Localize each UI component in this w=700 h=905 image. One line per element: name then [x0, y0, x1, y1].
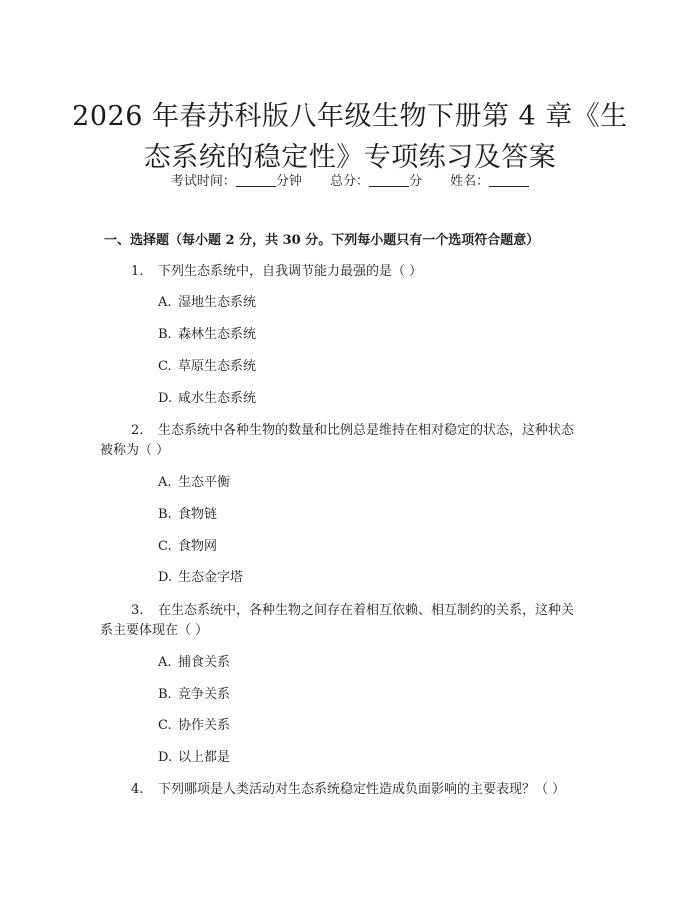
option-text: 咸水生态系统	[178, 391, 257, 406]
option-letter: A.	[158, 655, 172, 670]
exam-time-label: 考试时间：	[170, 174, 236, 189]
option-text: 协作关系	[178, 718, 231, 733]
option-letter: D.	[158, 750, 173, 765]
name-label: 姓名：	[450, 174, 490, 189]
option-letter: A.	[158, 295, 172, 310]
option-3d	[158, 749, 230, 767]
question-3	[100, 601, 603, 641]
exam-time-field	[171, 170, 302, 189]
option-text: 湿地生态系统	[178, 295, 257, 310]
option-1c	[158, 358, 256, 376]
exam-time-unit: 分钟	[275, 174, 302, 189]
option-text: 草原生态系统	[178, 359, 257, 374]
question-number: 2.	[131, 423, 144, 438]
option-text: 森林生态系统	[178, 327, 257, 342]
question-number: 1.	[131, 264, 144, 279]
option-text: 生态金字塔	[178, 570, 244, 585]
option-1d	[158, 390, 256, 408]
option-3a	[158, 654, 230, 672]
score-field	[330, 170, 422, 189]
question-text-continued: 被称为（ ）	[100, 443, 170, 458]
score-unit: 分	[409, 174, 423, 189]
score-blank	[369, 174, 409, 187]
option-1a	[158, 294, 256, 312]
exam-info	[0, 170, 700, 189]
question-4	[131, 780, 628, 800]
title-line-1: 2026 年春苏科版八年级生物下册第 4 章《生	[72, 101, 628, 133]
option-3c	[158, 717, 230, 735]
question-text: 生态系统中各种生物的数量和比例总是维持在相对稳定的状态，这种状态	[158, 423, 575, 438]
option-2b	[158, 506, 217, 524]
option-letter: C.	[158, 539, 172, 554]
name-blank	[489, 174, 529, 187]
option-text: 以上都是	[178, 750, 231, 765]
question-2	[100, 421, 603, 461]
question-text: 在生态系统中，各种生物之间存在着相互依赖、相互制约的关系，这种关	[158, 603, 575, 618]
option-letter: C.	[158, 359, 172, 374]
option-letter: D.	[158, 391, 173, 406]
question-1	[131, 262, 603, 282]
score-label: 总分：	[329, 174, 369, 189]
question-text: 下列哪项是人类活动对生态系统稳定性造成负面影响的主要表现？（ ）	[158, 782, 566, 797]
title-line-2: 态系统的稳定性》专项练习及答案	[143, 142, 557, 174]
option-letter: A.	[158, 475, 172, 490]
question-text-continued: 系主要体现在（ ）	[100, 623, 209, 638]
option-letter: B.	[158, 327, 172, 342]
option-1b	[158, 326, 256, 344]
exam-time-blank	[236, 174, 276, 187]
question-number: 3.	[131, 603, 144, 618]
option-letter: D.	[158, 570, 173, 585]
option-text: 食物链	[178, 507, 218, 522]
option-letter: C.	[158, 718, 172, 733]
section-header: 一、选择题（每小题 2 分，共 30 分。下列每小题只有一个选项符合题意）	[104, 233, 540, 248]
question-text: 下列生态系统中，自我调节能力最强的是（ ）	[158, 264, 423, 279]
option-2d	[158, 569, 243, 587]
document-title	[60, 96, 640, 178]
option-letter: B.	[158, 687, 172, 702]
question-number: 4.	[131, 782, 144, 797]
option-text: 捕食关系	[178, 655, 231, 670]
option-text: 食物网	[178, 539, 218, 554]
option-letter: B.	[158, 507, 172, 522]
option-3b	[158, 686, 230, 704]
name-field	[450, 170, 529, 189]
option-text: 生态平衡	[178, 475, 231, 490]
option-2a	[158, 474, 230, 492]
option-2c	[158, 538, 217, 556]
option-text: 竞争关系	[178, 687, 231, 702]
